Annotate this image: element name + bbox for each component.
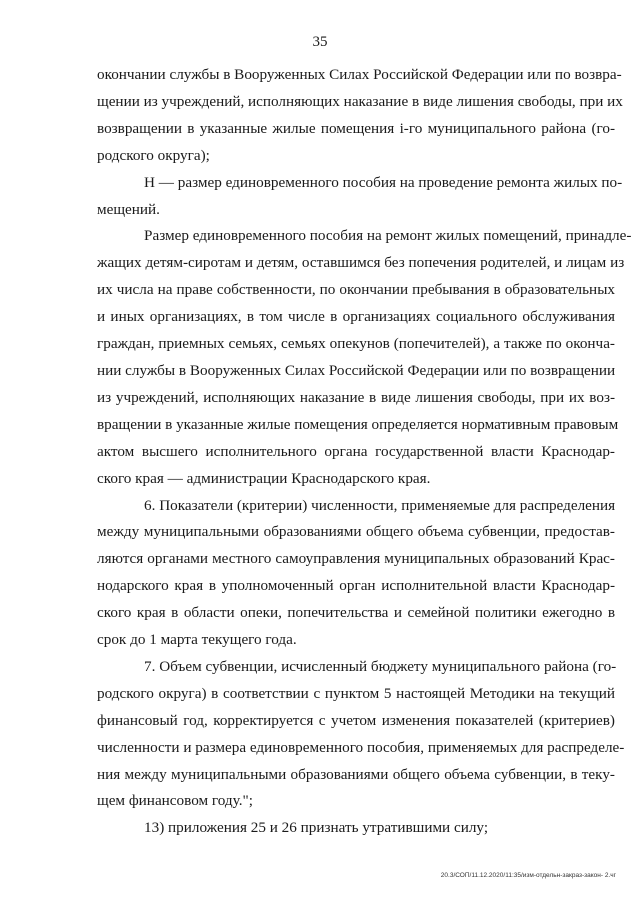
paragraph-line: актом высшего исполнительного органа государственной власти Краснодар-: [97, 442, 615, 460]
document-body: [97, 62, 632, 842]
paragraph-line: 6. Показатели (критерии) численности, применяемые для распределения: [144, 496, 616, 514]
paragraph-line: Н — размер единовременного пособия на проведение ремонта жилых по-: [144, 173, 623, 191]
paragraph: [97, 62, 623, 170]
paragraph-line: и иных организациях, в том числе в организациях социального обслуживания: [97, 308, 615, 326]
paragraph-line: мещений.: [97, 200, 160, 218]
paragraph-line: жащих детям-сиротам и детям, оставшимся без попечения родителей, и лицам из: [97, 254, 625, 272]
paragraph-line: окончании службы в Вооруженных Силах Российской Федерации или по возвра-: [97, 66, 622, 83]
paragraph-line: 13) приложения 25 и 26 признать утратившими силу;: [144, 819, 489, 837]
paragraph-line: щении из учреждений, исполняющих наказание в виде лишения свободы, при их: [97, 92, 623, 110]
paragraph-line: ния между муниципальными образованиями общего объема субвенции, в теку-: [97, 765, 615, 783]
paragraph-line: 7. Объем субвенции, исчисленный бюджету муниципального района (го-: [144, 657, 617, 675]
paragraph: [97, 654, 625, 815]
paragraph-line: финансовый год, корректируется с учетом изменения показателей (критериев): [97, 711, 615, 729]
paragraph-line: вращении в указанные жилые помещения определяется нормативным правовым: [97, 415, 619, 433]
paragraph-line: нодарского края в уполномоченный орган исполнительной власти Краснодар-: [97, 577, 615, 595]
page-number: 35: [312, 34, 328, 50]
paragraph: [97, 815, 615, 842]
paragraph-line: ляются органами местного самоуправления муниципальных образований Крас-: [97, 550, 615, 568]
paragraph-line: между муниципальными образованиями общего объема субвенции, предостав-: [97, 523, 615, 541]
paragraph-line: численности и размера единовременного пособия, применяемых для распределе-: [97, 738, 625, 756]
paragraph: [97, 170, 623, 224]
paragraph: [97, 493, 615, 654]
paragraph-line: ского края в области опеки, попечительства и семейной политики ежегодно в: [97, 604, 615, 622]
paragraph-line: Размер единовременного пособия на ремонт жилых помещений, принадле-: [144, 227, 632, 245]
paragraph-line: щем финансовом году.";: [97, 792, 253, 810]
paragraph-line: их числа на праве собственности, по окончании пребывания в образовательных: [97, 281, 615, 299]
paragraph-line: возвращении в указанные жилые помещения i-го муниципального района (го-: [97, 119, 615, 137]
paragraph-line: родского округа) в соответствии с пунктом 5 настоящей Методики на текущий: [97, 684, 615, 702]
paragraph: [97, 223, 632, 492]
paragraph-line: нии службы в Вооруженных Силах Российской Федерации или по возвращении: [97, 361, 616, 379]
paragraph-line: граждан, приемных семьях, семьях опекунов (попечителей), а также по оконча-: [97, 335, 615, 353]
paragraph-line: ского края — администрации Краснодарского края.: [97, 469, 431, 487]
paragraph-line: родского округа);: [97, 146, 210, 164]
paragraph-line: из учреждений, исполняющих наказание в виде лишения свободы, при их воз-: [97, 388, 615, 406]
paragraph-line: срок до 1 марта текущего года.: [97, 631, 297, 649]
document-footer-code: 20.3/СОП/11.12.2020/11:35/изм-отдельн-закраз-закон- 2.чг: [440, 872, 616, 879]
